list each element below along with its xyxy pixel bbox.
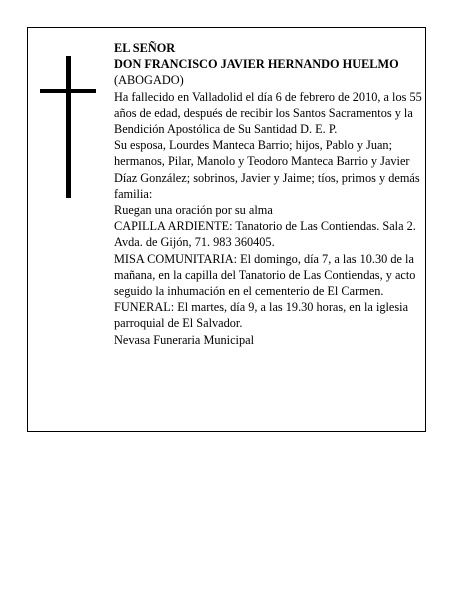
cross-horizontal-bar: [40, 89, 96, 93]
paragraph-chapel: CAPILLA ARDIENTE: Tanatorio de Las Contiendas. Sala 2. Avda. de Gijón, 71. 983 360405.: [114, 219, 416, 250]
obituary-notice: [27, 27, 426, 432]
paragraph-family: Su esposa, Lourdes Manteca Barrio; hijos, Pablo y Juan; hermanos, Pilar, Manolo y Teodoro Manteca Barrio y Javier Díaz González; sobrinos, Javier y Jaime; tíos, primos y demás familia:: [114, 138, 420, 201]
title-line-2: DON FRANCISCO JAVIER HERNANDO HUELMO: [114, 57, 399, 72]
profession: (ABOGADO): [114, 73, 184, 88]
paragraph-funeral: FUNERAL: El martes, día 9, a las 19.30 horas, en la iglesia parroquial de El Salvador.: [114, 300, 409, 331]
notice-text: [114, 40, 424, 348]
title-line-1: EL SEÑOR: [114, 41, 176, 55]
paragraph-mass: MISA COMUNITARIA: El domingo, día 7, a las 10.30 de la mañana, en la capilla del Tanatorio de Las Contiendas, y acto seguido la inhumación en el cementerio de El Carmen.: [114, 251, 416, 299]
cross-vertical-bar: [66, 56, 71, 198]
cross-icon: [40, 56, 96, 198]
paragraph-death: Ha fallecido en Valladolid el día 6 de febrero de 2010, a los 55 años de edad, después de recibir los Santos Sacramentos y la Bendición Apostólica de Su Santidad D. E. P.: [114, 89, 422, 137]
paragraph-prayer: Ruegan una oración por su alma: [114, 203, 273, 218]
paragraph-funeral-home: Nevasa Funeraria Municipal: [114, 332, 254, 347]
